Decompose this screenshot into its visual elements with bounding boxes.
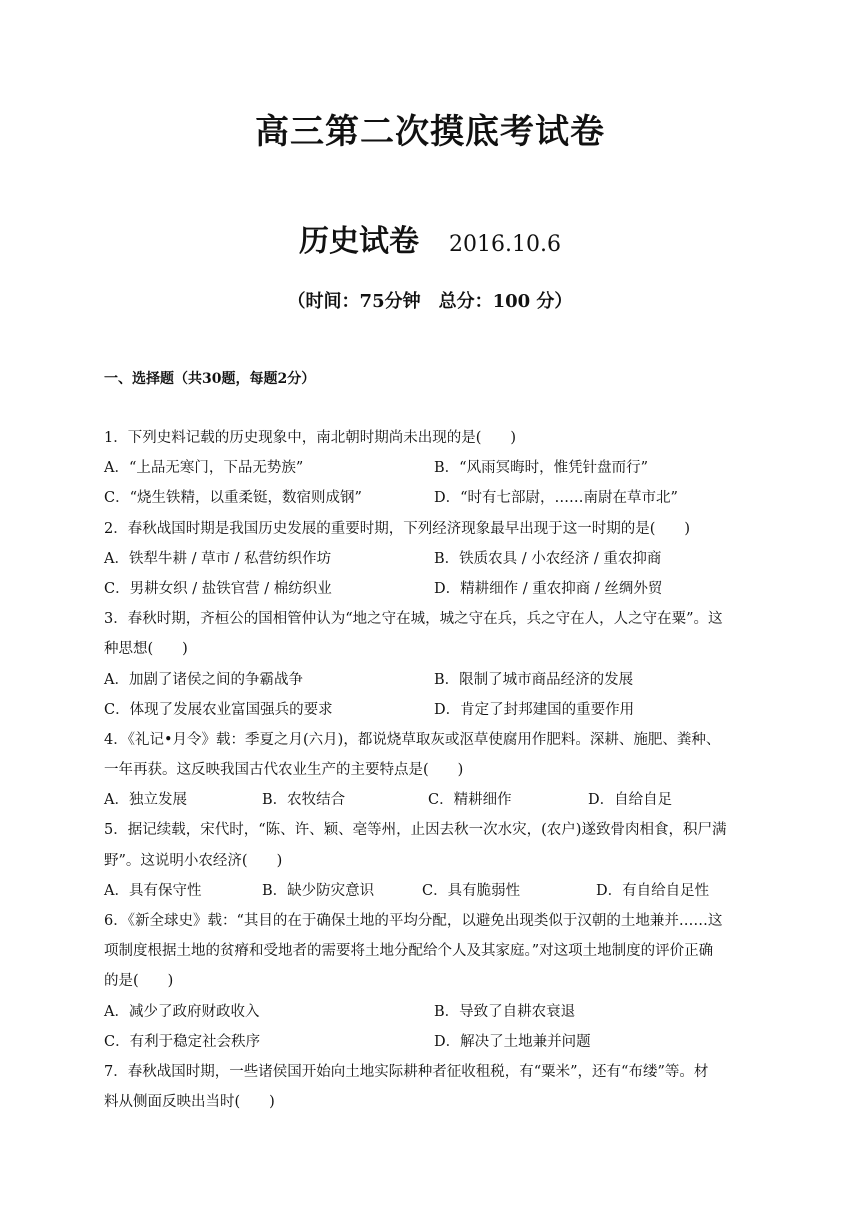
question-4-option-b: B．农牧结合: [262, 792, 346, 809]
question-6-options-row: [104, 1027, 764, 1057]
section-title: 一、选择题（共30题，每题2分）: [104, 371, 316, 387]
question-5-text-line-2: 野”。这说明小农经济( ): [104, 852, 283, 869]
question-3-options-row: [104, 695, 764, 725]
question-2-option-a: A．铁犁牛耕 / 草市 / 私营纺织作坊: [104, 550, 332, 567]
question-2-text: 2．春秋战国时期是我国历史发展的重要时期，下列经济现象最早出现于这一时期的是( ): [104, 520, 691, 537]
question-5-option-d: D．有自给自足性: [596, 882, 710, 899]
question-2-option-b: B．铁质农具 / 小农经济 / 重农抑商: [434, 550, 662, 567]
question-1-option-c: C．“烧生铁精，以重柔铤，数宿则成钢”: [104, 490, 362, 507]
question-6-text-line-1: 6．《新全球史》载：“其目的在于确保土地的平均分配，以避免出现类似于汉朝的土地兼并……这: [104, 913, 723, 929]
question-1-options-row: [104, 453, 764, 483]
question-5-options-row: [104, 876, 764, 906]
questions-body: [104, 423, 764, 1117]
subject-heading: [0, 216, 860, 260]
question-7-text-line-1: 7．春秋战国时期，一些诸侯国开始向土地实际耕种者征收租税，有“粟米”，还有“布缕”等。材: [104, 1063, 709, 1080]
question-7-text-line-2: 料从侧面反映出当时( ): [104, 1094, 275, 1111]
question-3-option-a: A．加剧了诸侯之间的争霸战争: [104, 671, 303, 688]
question-1-text: 1．下列史料记载的历史现象中，南北朝时期尚未出现的是( ): [104, 430, 517, 446]
exam-title: 高三第二次摸底考试卷: [255, 112, 605, 152]
question-4-option-a: A．独立发展: [104, 792, 187, 809]
question-5-option-b: B．缺少防灾意识: [262, 882, 375, 899]
question-4-option-d: D．自给自足: [588, 792, 673, 809]
question-3-option-c: C．体现了发展农业富国强兵的要求: [104, 701, 333, 718]
question-6-options-row: [104, 997, 764, 1027]
question-3-text-line-2: 种思想( ): [104, 641, 188, 658]
question-3-option-d: D．肯定了封邦建国的重要作用: [434, 701, 635, 718]
exam-date: 2016.10.6: [449, 232, 561, 257]
question-6-text-line-3: 的是( ): [104, 973, 174, 990]
subject-name: 历史试卷: [299, 224, 420, 259]
question-2-options-row: [104, 574, 764, 604]
time-and-score-info: （时间：75分钟 总分：100 分）: [287, 291, 573, 312]
question-1-option-b: B．“风雨冥晦时，惟凭针盘而行”: [434, 460, 648, 477]
question-2-option-d: D．精耕细作 / 重农抑商 / 丝绸外贸: [434, 580, 663, 597]
question-6-option-a: A．减少了政府财政收入: [104, 1003, 260, 1020]
question-1-options-row: [104, 483, 764, 513]
question-1-option-a: A．“上品无寒门，下品无势族”: [104, 460, 304, 477]
question-6-option-b: B．导致了自耕农衰退: [434, 1003, 576, 1020]
question-4-text-line-2: 一年再获。这反映我国古代农业生产的主要特点是( ): [104, 762, 464, 779]
question-2-options-row: [104, 544, 764, 574]
question-4-option-c: C．精耕细作: [428, 792, 512, 809]
question-6-option-c: C．有利于稳定社会秩序: [104, 1033, 261, 1050]
question-5-option-a: A．具有保守性: [104, 882, 202, 899]
question-1-option-d: D．“时有七部尉，……南尉在草市北”: [434, 490, 678, 507]
question-3-option-b: B．限制了城市商品经济的发展: [434, 671, 634, 688]
question-6-text-line-2: 项制度根据土地的贫瘠和受地者的需要将土地分配给个人及其家庭。”对这项土地制度的评价正确: [104, 943, 714, 960]
question-3-options-row: [104, 665, 764, 695]
question-4-text-line-1: 4．《礼记•月令》载：季夏之月(六月)，都说烧草取灰或沤草使腐用作肥料。深耕、施肥、粪种、: [104, 731, 721, 748]
question-5-option-c: C．具有脆弱性: [422, 882, 521, 899]
question-3-text-line-1: 3．春秋时期，齐桓公的国相管仲认为“地之守在城，城之守在兵，兵之守在人，人之守在粟”。这: [104, 611, 723, 628]
question-5-text-line-1: 5．据记续载，宋代时，“陈、许、颖、亳等州，止因去秋一次水灾，(农户)遂致骨肉相食，积尸满: [104, 822, 727, 839]
question-4-options-row: [104, 785, 764, 815]
question-6-option-d: D．解决了土地兼并问题: [434, 1033, 591, 1050]
question-2-option-c: C．男耕女织 / 盐铁官营 / 棉纺织业: [104, 580, 332, 597]
